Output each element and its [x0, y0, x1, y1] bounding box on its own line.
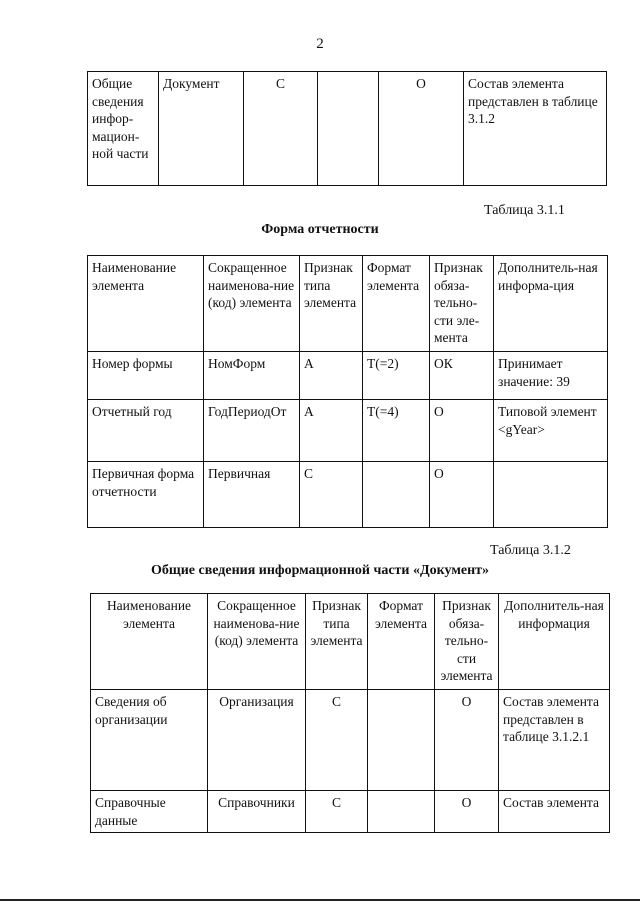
- table-cell: НомФорм: [204, 352, 300, 400]
- table-cell: О: [435, 791, 499, 833]
- table-cell: [368, 791, 435, 833]
- table-cell: Т(=4): [363, 400, 430, 462]
- table-cell: Первичная: [204, 462, 300, 528]
- table-row: [88, 72, 607, 186]
- table-row: [88, 400, 608, 462]
- table-header-row: [88, 256, 608, 352]
- column-header: Дополнитель-ная информа-ция: [494, 256, 608, 352]
- table-cell: Т(=2): [363, 352, 430, 400]
- table-row: [88, 462, 608, 528]
- table-cell: Состав элемента представлен в таблице 3.1.2: [464, 72, 607, 186]
- form-table: [87, 255, 608, 528]
- column-header: Формат элемента: [363, 256, 430, 352]
- column-header: Сокращенное наименова-ние (код) элемента: [204, 256, 300, 352]
- table-cell: Состав элемента представлен в таблице 3.1.2.1: [499, 690, 610, 791]
- table-cell: О: [435, 690, 499, 791]
- column-header: Наименование элемента: [91, 594, 208, 690]
- column-header: Наименование элемента: [88, 256, 204, 352]
- table-cell: С: [244, 72, 318, 186]
- column-header: Дополнитель-ная информация: [499, 594, 610, 690]
- table-label: Таблица 3.1.2: [490, 543, 571, 558]
- table-cell: С: [300, 462, 363, 528]
- table-cell: Первичная форма отчетности: [88, 462, 204, 528]
- table-title: Форма отчетности: [261, 222, 379, 237]
- table-cell: Справочники: [208, 791, 306, 833]
- table-header-row: [91, 594, 610, 690]
- table-cell: ГодПериодОт: [204, 400, 300, 462]
- table-cell: А: [300, 400, 363, 462]
- table-cell: [363, 462, 430, 528]
- page-edge-divider: [0, 899, 640, 901]
- table-cell: Отчетный год: [88, 400, 204, 462]
- table-cell: С: [306, 791, 368, 833]
- page-number: 2: [316, 36, 324, 52]
- table-cell: О: [430, 400, 494, 462]
- column-header: Формат элемента: [368, 594, 435, 690]
- table-label: Таблица 3.1.1: [484, 203, 565, 218]
- table-cell: Состав элемента: [499, 791, 610, 833]
- table-cell: [318, 72, 379, 186]
- table-cell: Номер формы: [88, 352, 204, 400]
- table-title: Общие сведения информационной части «Документ»: [150, 563, 490, 578]
- table-cell: С: [306, 690, 368, 791]
- table-cell: Принимает значение: 39: [494, 352, 608, 400]
- table-cell: ОК: [430, 352, 494, 400]
- column-header: Признак типа элемента: [306, 594, 368, 690]
- table-row: [91, 690, 610, 791]
- column-header: Признак обяза-тельно-сти эле-мента: [430, 256, 494, 352]
- column-header: Признак обяза-тельно-сти элемента: [435, 594, 499, 690]
- table-cell: Организация: [208, 690, 306, 791]
- document-table: [90, 593, 610, 833]
- top-table: [87, 71, 607, 186]
- column-header: Признак типа элемента: [300, 256, 363, 352]
- table-cell: Сведения об организации: [91, 690, 208, 791]
- table-row: [88, 352, 608, 400]
- table-cell: [368, 690, 435, 791]
- table-cell: О: [379, 72, 464, 186]
- table-cell: Типовой элемент <gYear>: [494, 400, 608, 462]
- table-row: [91, 791, 610, 833]
- table-cell: Справочные данные: [91, 791, 208, 833]
- table-cell: Общие сведения инфор-мацион-ной части: [88, 72, 159, 186]
- table-cell: Документ: [159, 72, 244, 186]
- table-cell: О: [430, 462, 494, 528]
- column-header: Сокращенное наименова-ние (код) элемента: [208, 594, 306, 690]
- table-cell: А: [300, 352, 363, 400]
- table-cell: [494, 462, 608, 528]
